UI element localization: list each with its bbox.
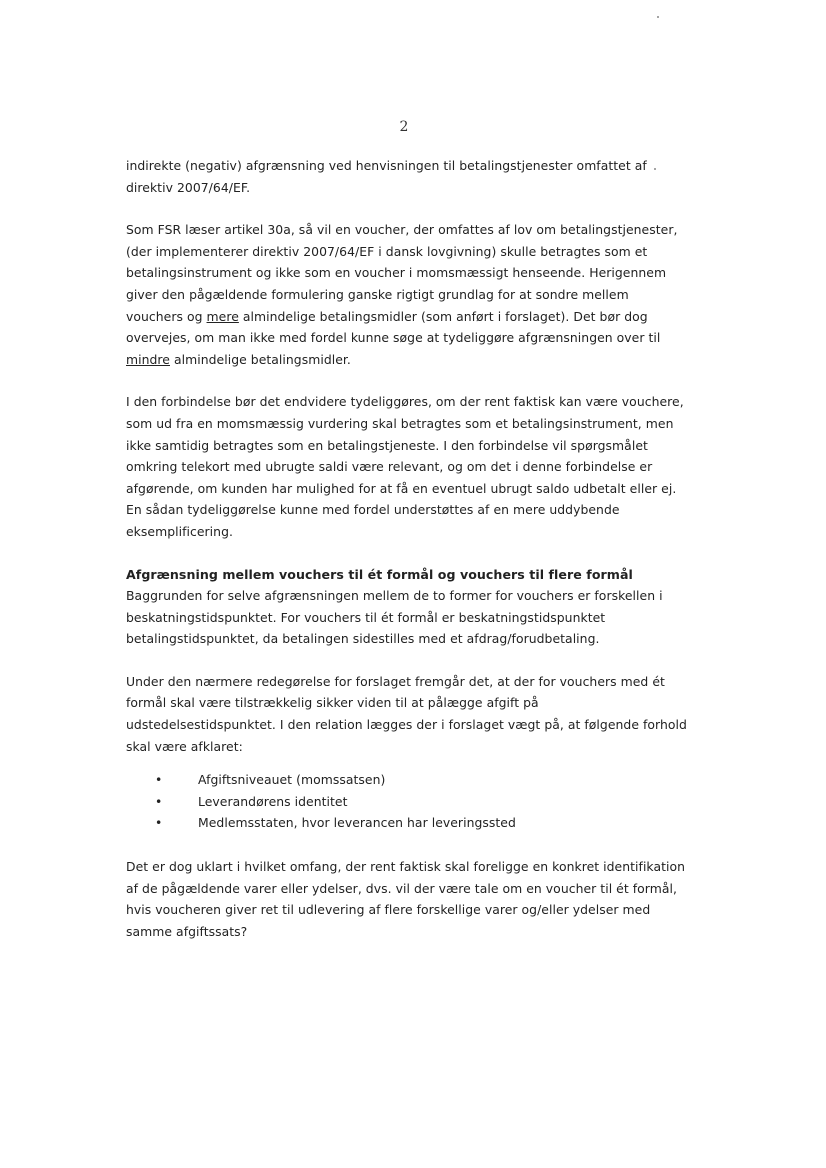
section-voucher-purpose (126, 564, 688, 650)
paragraph-text: almindelige betalingsmidler (som anført i forslaget). Det bør dog overvejes, om man ikke med fordel kunne søge at tydeliggøre afgrænsningen over til (126, 308, 661, 346)
paragraph-text: Som FSR læser artikel 30a, så vil en voucher, der omfattes af lov om betalingstjenester, (der implementerer direktiv 2007/64/EF i dansk lovgivning) skulle betragtes som et betalingsinstrument og ikke som en voucher i momsmæssigt henseende. Herigennem giver den pågældende formulering ganske rigtigt grundlag for at sondre mellem vouchers og (126, 222, 678, 324)
paragraph-clarification: I den forbindelse bør det endvidere tydeliggøres, om der rent faktisk kan være vouchere, som ud fra en momsmæssig vurdering skal betragtes som et betalingsinstrument, men ikke samtidig betragtes som en betalingstjeneste. I den forbindelse vil spørgsmålet omkring telekort med ubrugte saldi være relevant, og om det i denne forbindelse er afgørende, om kunden har mulighed for at få en eventuel ubrugt saldo udbetalt eller ej. En sådan tydeliggørelse kunne med fordel understøttes af en mere uddybende eksemplificering. (126, 394, 684, 539)
paragraph-fsr-article-30a (126, 219, 688, 370)
paragraph-text: almindelige betalingsmidler. (169, 351, 351, 367)
list-item (126, 769, 688, 791)
underlined-word-mindre: mindre (126, 351, 170, 367)
bullet-marker: • (155, 815, 163, 831)
bullet-marker: • (155, 793, 163, 809)
bullet-list (126, 769, 688, 834)
section-heading: Afgrænsning mellem vouchers til ét formål og vouchers til flere formål (126, 566, 633, 582)
paragraph-redegoerelse: Under den nærmere redegørelse for forslaget fremgår det, at der for vouchers med ét formål skal være tilstrækkelig sikker viden til at pålægge afgift på udstedelsestidspunktet. I den relation lægges der i forslaget vægt på, at følgende forhold skal være afklaret: (126, 673, 687, 754)
list-item-text: Afgiftsniveauet (momssatsen) (198, 772, 386, 788)
scan-speck (657, 16, 659, 18)
list-item-text: Medlemsstaten, hvor leverancen har leveringssted (198, 815, 516, 831)
page-number: 2 (399, 119, 409, 135)
document-body (126, 155, 688, 963)
list-item-text: Leverandørens identitet (198, 793, 348, 809)
underlined-word-mere: mere (206, 308, 239, 324)
paragraph-unclear-scope: Det er dog uklart i hvilket omfang, der rent faktisk skal foreligge en konkret identifikation af de pågældende varer eller ydelser, dvs. vil der være tale om en voucher til ét formål, hvis voucheren giver ret til udlevering af flere forskellige varer og/eller ydelser med samme afgiftssats? (126, 859, 686, 939)
list-item (126, 791, 688, 813)
paragraph-intro: indirekte (negativ) afgrænsning ved henvisningen til betalingstjenester omfattet af direktiv 2007/64/EF. (126, 158, 647, 195)
list-item (126, 812, 688, 834)
section-text: Baggrunden for selve afgrænsningen mellem de to former for vouchers er forskellen i beskatningstidspunktet. For vouchers til ét formål er beskatningstidspunktet betalingstidspunktet, da betalingen sidestilles med et afdrag/forudbetaling. (126, 588, 663, 647)
bullet-marker: • (155, 772, 163, 788)
